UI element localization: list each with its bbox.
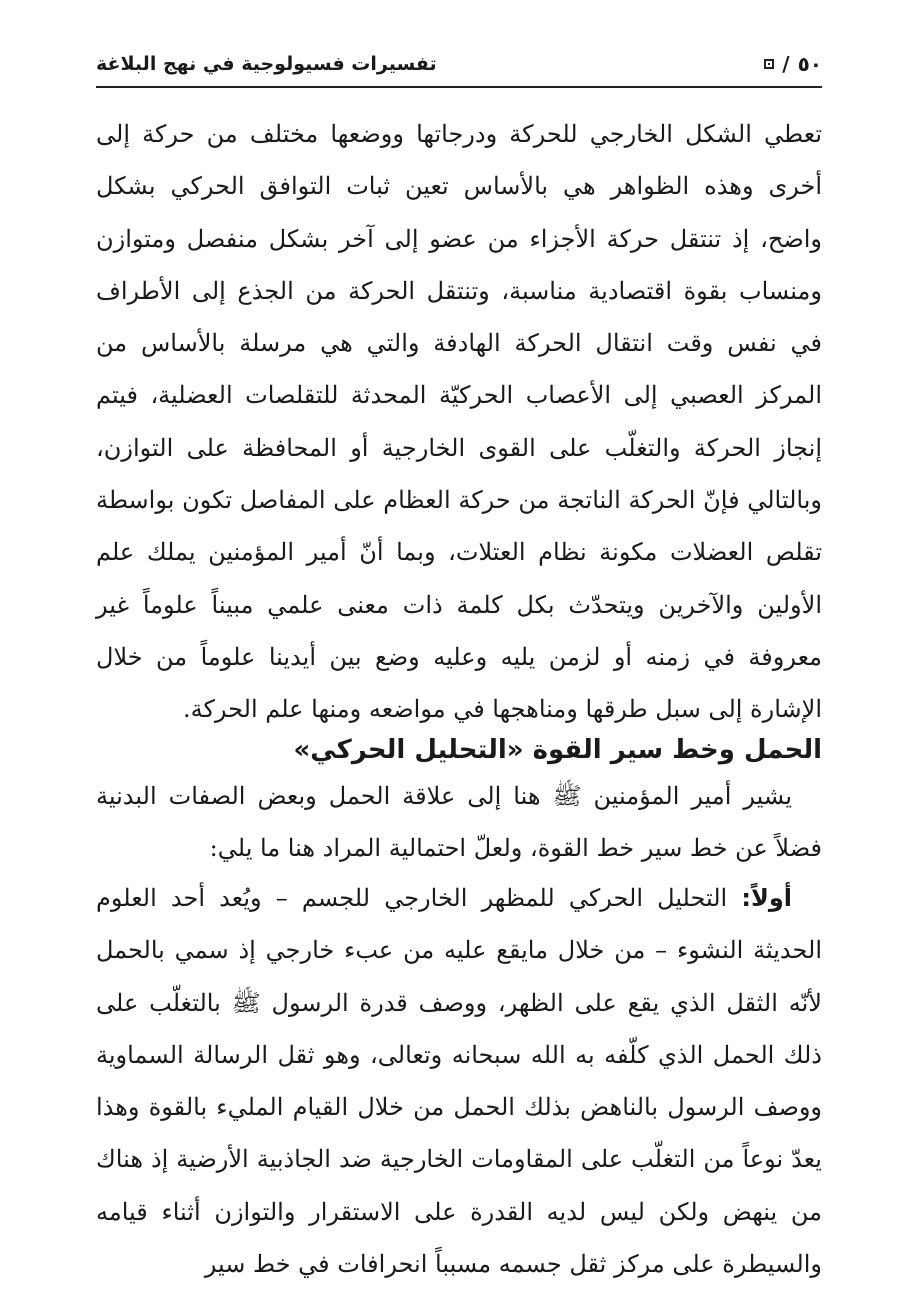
paragraph-3: [96, 872, 822, 1290]
paragraph-3-text: التحليل الحركي للمظهر الخارجي للجسم – ويُعد أحد العلوم الحديثة النشوء – من خلال مايقع عليه من عبء خارجي إذ سمي بالحمل لأنّه الثقل الذي يقع على الظهر، ووصف قدرة الرسول ﷺ بالتغلّب على ذلك الحمل الذي كلّفه به الله سبحانه وتعالى، وهو ثقل الرسالة السماوية ووصف الرسول بالناهض بذلك الحمل من خلال القيام المليء بالقوة وهذا يعدّ نوعاً من التغلّب على المقاومات الخارجية ضد الجاذبية الأرضية إذ هناك من ينهض ولكن ليس لديه القدرة على الاستقرار والتوازن أثناء قيامه والسيطرة على مركز ثقل جسمه مسبباً انحرافات في خط سير: [96, 884, 822, 1279]
paragraph-3-lead: أولاً:: [741, 884, 792, 912]
section-heading: الحمل وخط سير القوة «التحليل الحركي»: [293, 735, 822, 765]
page-number-group: [764, 52, 822, 76]
running-title: تفسيرات فسيولوجية في نهج البلاغة: [96, 53, 437, 75]
paragraph-1: تعطي الشكل الخارجي للحركة ودرجاتها ووضعها مختلف من حركة إلى أخرى وهذه الظواهر هي بالأساس تعين ثبات التوافق الحركي بشكل واضح، إذ تنتقل حركة الأجزاء من عضو إلى آخر بشكل منفصل ومتوازن ومنساب بقوة اقتصادية مناسبة، وتنتقل الحركة من الجذع إلى الأطراف في نفس وقت انتقال الحركة الهادفة والتي هي مرسلة بالأساس من المركز العصبي إلى الأعصاب الحركيّة المحدثة للتقلصات العضلية، فيتم إنجاز الحركة والتغلّب على القوى الخارجية أو المحافظة على التوازن، وبالتالي فإنّ الحركة الناتجة من حركة العظام على المفاصل تكون بواسطة تقلص العضلات مكونة نظام العتلات، وبما أنّ أمير المؤمنين يملك علم الأولين والآخرين ويتحدّث بكل كلمة ذات معنى علمي مبيناً علوماً غير معروفة في زمنه أو لزمن يليه وعليه وضع بين أيدينا علوماً من خلال الإشارة إلى سبل طرقها ومناهجها في مواضعه ومنها علم الحركة.: [96, 120, 822, 724]
page-header: [96, 48, 822, 88]
square-ornament-icon: [764, 59, 774, 69]
paragraph-2: يشير أمير المؤمنين ﷺ هنا إلى علاقة الحمل وبعض الصفات البدنية فضلاً عن خط سير خط القوة، ولعلّ احتمالية المراد هنا ما يلي:: [96, 782, 822, 863]
header-separator: /: [782, 52, 790, 76]
page-number: ٥٠: [797, 52, 822, 76]
